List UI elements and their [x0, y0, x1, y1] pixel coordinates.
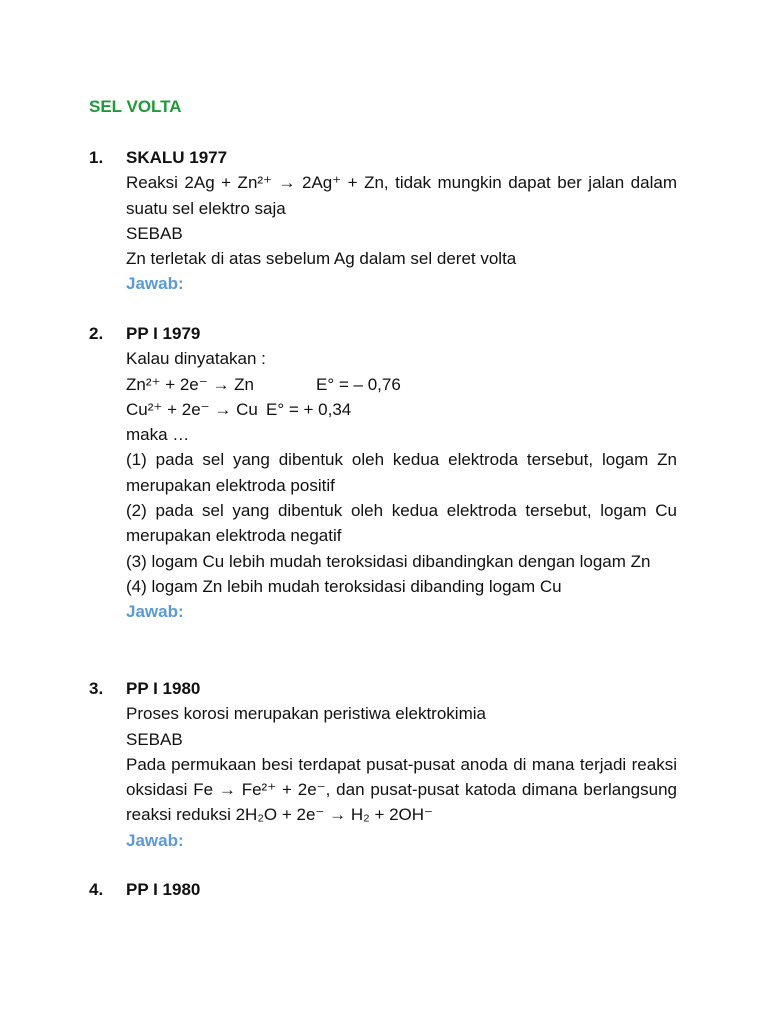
question-4	[89, 877, 677, 907]
answer-label: Jawab:	[126, 274, 184, 294]
question-statement: Reaksi 2Ag + Zn²⁺ → 2Ag⁺ + Zn, tidak mungkin dapat ber jalan dalam suatu sel elektro saja	[126, 173, 677, 218]
question-source: SKALU 1977	[126, 148, 228, 167]
equation-zn: Zn²⁺ + 2e⁻ → Zn	[126, 374, 255, 394]
question-body	[126, 321, 677, 625]
question-number: 2.	[89, 324, 104, 343]
question-reason: Pada permukaan besi terdapat pusat-pusat anoda di mana terjadi reaksi oksidasi Fe → Fe²⁺ + 2e⁻, dan pusat-pusat katoda dimana berlangsung reaksi reduksi 2H₂O + 2e⁻ → H₂ + 2OH⁻	[126, 754, 677, 825]
answer-label: Jawab:	[126, 602, 184, 622]
question-body	[126, 145, 677, 297]
potential-cu: E° = + 0,34	[266, 399, 352, 419]
question-body	[126, 877, 677, 902]
option-1: (1) pada sel yang dibentuk oleh kedua elektroda tersebut, logam Zn merupakan elektroda positif	[126, 450, 677, 495]
equation-row	[126, 397, 677, 422]
equation-row	[126, 372, 677, 397]
question-number: 3.	[89, 679, 104, 698]
question-then: maka …	[126, 425, 190, 445]
question-connector: SEBAB	[126, 223, 183, 243]
question-2	[89, 321, 677, 651]
option-2: (2) pada sel yang dibentuk oleh kedua elektroda tersebut, logam Cu merupakan elektroda negatif	[126, 501, 677, 546]
question-number: 4.	[89, 880, 104, 899]
question-number: 1.	[89, 148, 104, 167]
question-statement: Proses korosi merupakan peristiwa elektrokimia	[126, 704, 486, 724]
question-intro: Kalau dinyatakan :	[126, 349, 266, 369]
option-3: (3) logam Cu lebih mudah teroksidasi dibandingkan dengan logam Zn	[126, 551, 651, 571]
question-source: PP I 1980	[126, 679, 201, 698]
option-4: (4) logam Zn lebih mudah teroksidasi dibanding logam Cu	[126, 576, 562, 596]
question-3	[89, 676, 677, 856]
question-connector: SEBAB	[126, 729, 183, 749]
question-1	[89, 145, 677, 300]
question-reason: Zn terletak di atas sebelum Ag dalam sel deret volta	[126, 249, 517, 269]
question-body	[126, 676, 677, 853]
question-source: PP I 1979	[126, 324, 201, 343]
answer-label: Jawab:	[126, 830, 184, 850]
question-source: PP I 1980	[126, 880, 201, 899]
document-title: SEL VOLTA	[89, 97, 182, 116]
equation-cu: Cu²⁺ + 2e⁻ → Cu	[126, 399, 258, 419]
potential-zn: E° = – 0,76	[316, 374, 401, 394]
